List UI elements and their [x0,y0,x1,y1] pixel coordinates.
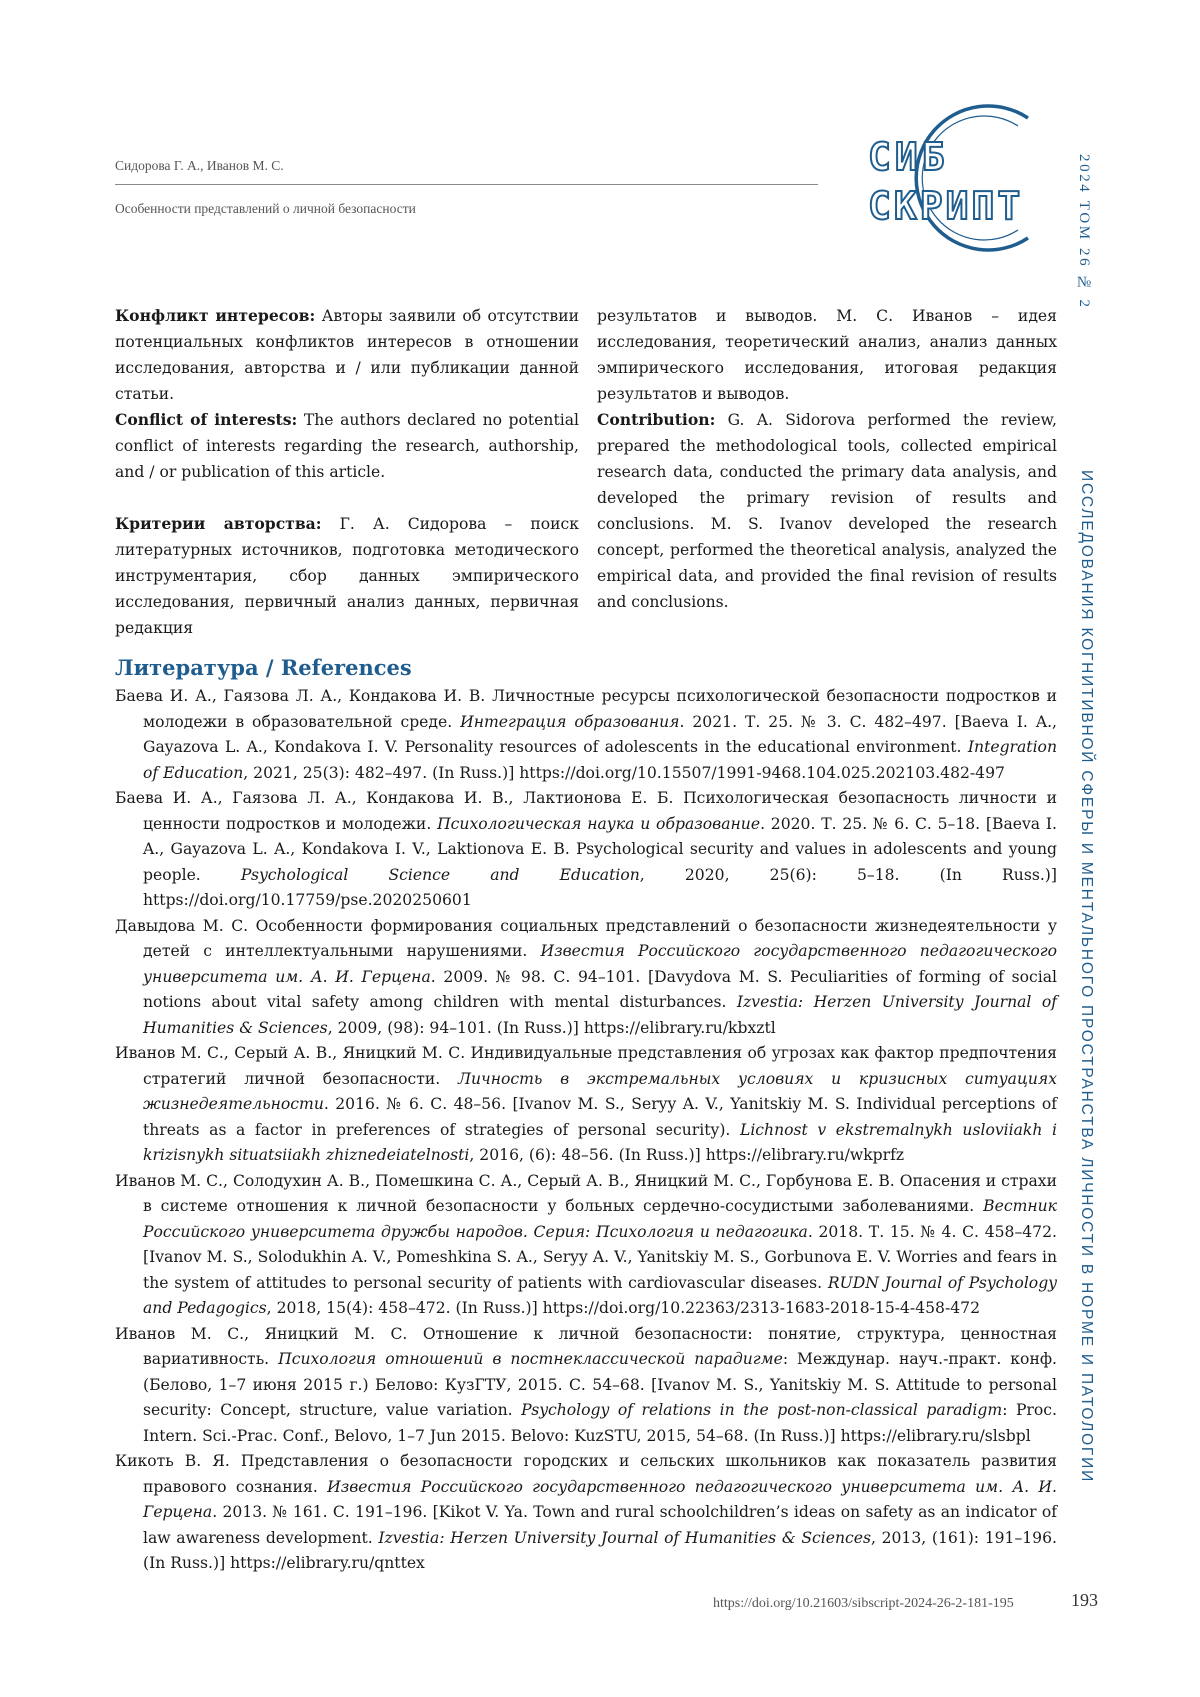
running-header-authors: Сидорова Г. А., Иванов М. С. [115,158,284,173]
references-heading: Литература / References [115,655,412,680]
footer-doi-link[interactable]: https://doi.org/10.21603/sibscript-2024-26-2-181-195 [713,1596,1014,1611]
conflict-ru-paragraph [115,303,579,407]
header-divider [115,184,818,185]
reference-item: Кикоть В. Я. Представления о безопасности городских и сельских школьников как показатель развития правового сознания. Известия Российского государственного педагогического университета им. А. И. Герцена. 2013. № 161. С. 191–196. [Kikot V. Ya. Town and rural schoolchildren’s ideas on safety as an indicator of law awareness development. Izvestia: Herzen University Journal of Humanities & Sciences, 2013, (161): 191–196. (In Russ.)] https://elibrary.ru/qnttex [115,1452,1057,1572]
left-column [115,303,579,641]
running-header-title: Особенности представлений о личной безопасности [115,201,416,216]
page-number: 193 [1071,1590,1098,1610]
journal-section-label: ИССЛЕДОВАНИЯ КОГНИТИВНОЙ СФЕРЫ И МЕНТАЛЬНОГО ПРОСТРАНСТВА ЛИЧНОСТИ В НОРМЕ И ПАТОЛОГИИ [1078,470,1095,1484]
journal-logo [832,102,1064,254]
issue-label: 2024 ТОМ 26 № 2 [1076,154,1092,310]
contribution-paragraph [597,407,1057,615]
conflict-ru-text: Авторы заявили об отсутствии потенциальных конфликтов интересов в отношении исследования, авторства и / или публикации данной статьи. [115,307,579,403]
criteria-ru-text: Г. А. Сидорова – поиск литературных источников, подготовка методического инструментария, сбор данных эмпирического исследования, первичный анализ данных, первичная редакция [115,515,579,637]
criteria-ru-continued: результатов и выводов. М. С. Иванов – идея исследования, теоретический анализ, анализ данных эмпирического исследования, итоговая редакция результатов и выводов. [597,307,1057,403]
conflict-en-paragraph [115,407,579,485]
reference-item: Иванов М. С., Солодухин А. В., Помешкина С. А., Серый А. В., Яницкий М. С., Горбунова Е. В. Опасения и страхи в системе отношения к личной безопасности у больных сердечно-сосудистыми заболеваниями. Вестник Российского университета дружбы народов. Серия: Психология и педагогика. 2018. Т. 15. № 4. С. 458–472. [Ivanov M. S., Solodukhin A. V., Pomeshkina S. A., Seryy A. V., Yanitskiy M. S., Gorbunova E. V. Worries and fears in the system of attitudes to personal security of patients with cardiovascular diseases. RUDN Journal of Psychology and Pedagogics, 2018, 15(4): 458–472. (In Russ.)] https://doi.org/10.22363/2313-1683-2018-15-4-458-472 [115,1171,1057,1317]
conflict-en-text: The authors declared no potential conflict of interests regarding the research, authorship, and / or publication of this article. [115,411,579,481]
reference-item: Иванов М. С., Яницкий М. С. Отношение к личной безопасности: понятие, структура, ценностная вариативность. Психология отношений в постнеклассической парадигме: Междунар. науч.-практ. конф. (Белово, 1–7 июня 2015 г.) Белово: КузГТУ, 2015. С. 54–68. [Ivanov M. S., Yanitskiy M. S. Attitude to personal security: Concept, structure, value variation. Psychology of relations in the post-non-classical paradigm: Proc. Intern. Sci.-Prac. Conf., Belovo, 1–7 Jun 2015. Belovo: KuzSTU, 2015, 54–68. (In Russ.)] https://elibrary.ru/slsbpl [115,1324,1057,1445]
references-list [115,684,1057,1577]
criteria-ru-paragraph [115,511,579,641]
contribution-text: G. A. Sidorova performed the review, prepared the methodological tools, collected empirical research data, conducted the primary data analysis, and developed the primary revision of results and conclusions. M. S. Ivanov developed the research concept, performed the theoretical analysis, analyzed the empirical data, and provided the final revision of results and conclusions. [597,411,1057,611]
right-column [597,303,1057,615]
criteria-ru-label: Критерии авторства: [115,514,322,533]
reference-item: Давыдова М. С. Особенности формирования социальных представлений о безопасности жизнедеятельности у детей с интеллектуальными нарушениями. Известия Российского государственного педагогического университета им. А. И. Герцена. 2009. № 98. С. 94–101. [Davydova M. S. Peculiarities of forming of social notions about vital safety among children with mental disturbances. Izvestia: Herzen University Journal of Humanities & Sciences, 2009, (98): 94–101. (In Russ.)] https://elibrary.ru/kbxztl [115,916,1058,1037]
conflict-ru-label: Конфликт интересов: [115,306,316,325]
logo-text-line2: СКРИПТ [868,184,1024,228]
reference-item: Баева И. А., Гаязова Л. А., Кондакова И. В. Личностные ресурсы психологической безопасности подростков и молодежи в образовательной среде. Интеграция образования. 2021. Т. 25. № 3. С. 482–497. [Baeva I. A., Gayazova L. A., Kondakova I. V. Personality resources of adolescents in the educational environment. Integration of Education, 2021, 25(3): 482–497. (In Russ.)] https://doi.org/10.15507/1991-9468.104.025.202103.482-497 [115,687,1058,782]
contribution-label: Contribution: [597,410,716,429]
conflict-en-label: Conflict of interests: [115,410,298,429]
reference-item: Иванов М. С., Серый А. В., Яницкий М. С. Индивидуальные представления об угрозах как фактор предпочтения стратегий личной безопасности. Личность в экстремальных условиях и кризисных ситуациях жизнедеятельности. 2016. № 6. С. 48–56. [Ivanov M. S., Seryy A. V., Yanitskiy M. S. Individual perceptions of threats as a factor in preferences of strategies of personal security). Lichnost v ekstremalnykh usloviiakh i krizisnykh situatsiiakh zhiznedeiatelnosti, 2016, (6): 48–56. (In Russ.)] https://elibrary.ru/wkprfz [115,1044,1058,1164]
logo-text-line1: СИБ [868,135,949,179]
reference-item: Баева И. А., Гаязова Л. А., Кондакова И. В., Лактионова Е. Б. Психологическая безопасность личности и ценности подростков и молодежи. Психологическая наука и образование. 2020. Т. 25. № 6. С. 5–18. [Baeva I. A., Gayazova L. A., Kondakova I. V., Laktionova E. B. Psychological security and values in adolescents and young people. Psychological Science and Education, 2020, 25(6): 5–18. (In Russ.)] https://doi.org/10.17759/pse.2020250601 [115,789,1057,909]
